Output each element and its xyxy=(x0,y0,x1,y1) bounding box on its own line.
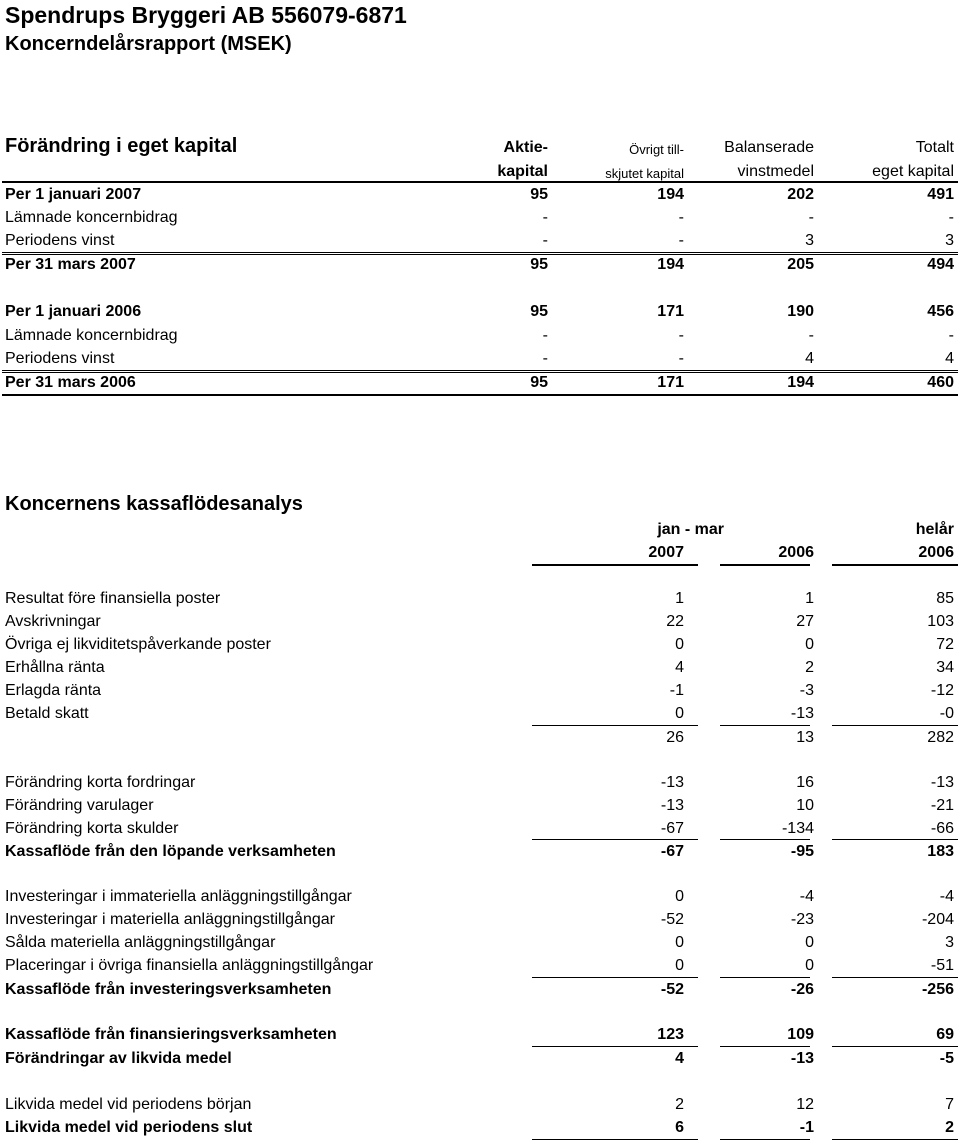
cashflow-row-label: Investeringar i immateriella anläggningstillgångar xyxy=(5,888,352,905)
cashflow-cell: -1 xyxy=(799,1119,814,1136)
cashflow-cell: 1 xyxy=(675,590,684,607)
equity-cell: 95 xyxy=(530,303,548,320)
cashflow-cell: 4 xyxy=(675,659,684,676)
equity-row xyxy=(5,229,955,252)
cashflow-row xyxy=(5,726,955,749)
cashflow-row xyxy=(5,656,955,679)
cashflow-cell: 103 xyxy=(927,613,954,630)
cashflow-row xyxy=(5,633,955,656)
cashflow-cell: -13 xyxy=(660,797,684,814)
cashflow-subtotal-rule xyxy=(720,839,810,840)
cashflow-row xyxy=(5,817,955,840)
cashflow-subtotal-rule xyxy=(832,839,958,840)
cashflow-subtotal-rule xyxy=(720,977,810,978)
cashflow-cell: -23 xyxy=(790,911,814,928)
cashflow-cell: -26 xyxy=(790,981,814,998)
cashflow-subtotal-rule xyxy=(720,1046,810,1047)
equity-cell: 3 xyxy=(805,232,814,249)
equity-total-rule xyxy=(2,252,958,255)
cashflow-row-label: Resultat före finansiella poster xyxy=(5,590,221,607)
equity-row-label: Lämnade koncernbidrag xyxy=(5,327,178,344)
cashflow-cell: 123 xyxy=(657,1026,684,1043)
cashflow-row xyxy=(5,1047,955,1070)
cashflow-row-label: Kassaflöde från investeringsverksamheten xyxy=(5,981,332,998)
cashflow-year-rule-2 xyxy=(720,564,810,566)
equity-cell: - xyxy=(948,327,954,344)
cashflow-cell: 7 xyxy=(945,1096,954,1113)
cashflow-cell: -21 xyxy=(930,797,954,814)
cashflow-row xyxy=(5,1023,955,1046)
cashflow-row-label: Likvida medel vid periodens slut xyxy=(5,1119,253,1136)
equity-row xyxy=(5,300,955,323)
cashflow-subtotal-rule xyxy=(832,725,958,726)
cashflow-cell: 72 xyxy=(936,636,954,653)
cashflow-cell: 282 xyxy=(927,729,954,746)
cashflow-subtotal-rule xyxy=(832,1139,958,1140)
cashflow-cell: -1 xyxy=(669,682,684,699)
equity-bottom-rule xyxy=(2,394,958,396)
equity-col4-header-line1: Totalt xyxy=(915,139,954,156)
cashflow-cell: 34 xyxy=(936,659,954,676)
equity-cell: 4 xyxy=(945,350,954,367)
equity-cell: - xyxy=(542,232,548,249)
equity-col2-header-line2: skjutet kapital xyxy=(605,166,684,181)
cashflow-year-rule-1 xyxy=(532,564,698,566)
cashflow-year-col3: 2006 xyxy=(918,544,954,561)
cashflow-cell: -0 xyxy=(939,705,954,722)
cashflow-row-label: Placeringar i övriga finansiella anläggningstillgångar xyxy=(5,957,374,974)
equity-cell: 194 xyxy=(657,186,684,203)
equity-row-label: Periodens vinst xyxy=(5,350,115,367)
cashflow-section-title: Koncernens kassaflödesanalys xyxy=(5,493,303,515)
cashflow-cell: 85 xyxy=(936,590,954,607)
cashflow-row-label: Förändring korta skulder xyxy=(5,820,179,837)
equity-section-title: Förändring i eget kapital xyxy=(5,135,238,157)
cashflow-row xyxy=(5,908,955,931)
cashflow-cell: -134 xyxy=(781,820,814,837)
cashflow-row-label: Erlagda ränta xyxy=(5,682,102,699)
equity-row xyxy=(5,347,955,370)
equity-row-label: Per 31 mars 2007 xyxy=(5,256,136,273)
equity-cell: 194 xyxy=(787,374,814,391)
cashflow-cell: -95 xyxy=(790,843,814,860)
equity-cell: 460 xyxy=(927,374,954,391)
cashflow-cell: 69 xyxy=(936,1026,954,1043)
cashflow-cell: 0 xyxy=(805,934,814,951)
cashflow-cell: 26 xyxy=(666,729,684,746)
cashflow-cell: 0 xyxy=(675,636,684,653)
equity-cell: - xyxy=(678,209,684,226)
cashflow-cell: -52 xyxy=(660,911,684,928)
cashflow-cell: 22 xyxy=(666,613,684,630)
equity-row xyxy=(5,253,955,276)
cashflow-cell: 0 xyxy=(805,957,814,974)
cashflow-cell: -3 xyxy=(799,682,814,699)
cashflow-row-label: Kassaflöde från finansieringsverksamheten xyxy=(5,1026,337,1043)
equity-cell: 95 xyxy=(530,374,548,391)
cashflow-subtotal-rule xyxy=(532,839,698,840)
equity-cell: 494 xyxy=(927,256,954,273)
cashflow-cell: 0 xyxy=(805,636,814,653)
cashflow-row-label: Erhållna ränta xyxy=(5,659,105,676)
equity-col1-header-line1: Aktie- xyxy=(503,139,548,156)
equity-cell: 456 xyxy=(927,303,954,320)
equity-row xyxy=(5,324,955,347)
cashflow-cell: -5 xyxy=(939,1050,954,1067)
equity-row xyxy=(5,206,955,229)
cashflow-row xyxy=(5,702,955,725)
cashflow-cell: 12 xyxy=(796,1096,814,1113)
cashflow-subtotal-rule xyxy=(832,1046,958,1047)
cashflow-subtotal-rule xyxy=(720,725,810,726)
cashflow-cell: 0 xyxy=(675,934,684,951)
cashflow-cell: 13 xyxy=(796,729,814,746)
cashflow-cell: -204 xyxy=(921,911,954,928)
cashflow-cell: -13 xyxy=(790,1050,814,1067)
cashflow-row xyxy=(5,610,955,633)
equity-row-label: Per 31 mars 2006 xyxy=(5,374,136,391)
cashflow-row-label: Betald skatt xyxy=(5,705,89,722)
cashflow-cell: 6 xyxy=(675,1119,684,1136)
cashflow-cell: -4 xyxy=(939,888,954,905)
cashflow-cell: -51 xyxy=(930,957,954,974)
cashflow-fullyear-header: helår xyxy=(915,521,954,538)
cashflow-subtotal-rule xyxy=(532,725,698,726)
equity-cell: 4 xyxy=(805,350,814,367)
cashflow-cell: -67 xyxy=(660,820,684,837)
cashflow-cell: -52 xyxy=(660,981,684,998)
cashflow-subtotal-rule xyxy=(832,977,958,978)
cashflow-cell: 109 xyxy=(787,1026,814,1043)
cashflow-cell: 2 xyxy=(675,1096,684,1113)
cashflow-year-col2: 2006 xyxy=(778,544,814,561)
cashflow-row-label: Övriga ej likviditetspåverkande poster xyxy=(5,636,271,653)
cashflow-cell: 3 xyxy=(945,934,954,951)
cashflow-row xyxy=(5,771,955,794)
equity-cell: - xyxy=(542,350,548,367)
cashflow-row xyxy=(5,1093,955,1116)
cashflow-cell: 10 xyxy=(796,797,814,814)
company-title: Spendrups Bryggeri AB 556079-6871 xyxy=(5,2,407,28)
equity-cell: - xyxy=(542,327,548,344)
cashflow-cell: 0 xyxy=(675,957,684,974)
equity-cell: 190 xyxy=(787,303,814,320)
equity-cell: - xyxy=(948,209,954,226)
equity-cell: 171 xyxy=(657,303,684,320)
cashflow-cell: -13 xyxy=(790,705,814,722)
cashflow-cell: -12 xyxy=(930,682,954,699)
equity-cell: - xyxy=(808,327,814,344)
cashflow-row xyxy=(5,954,955,977)
equity-cell: - xyxy=(808,209,814,226)
equity-cell: 95 xyxy=(530,256,548,273)
equity-cell: - xyxy=(678,232,684,249)
cashflow-row xyxy=(5,978,955,1001)
cashflow-row xyxy=(5,885,955,908)
cashflow-row-label: Förändring korta fordringar xyxy=(5,774,196,791)
cashflow-cell: 27 xyxy=(796,613,814,630)
cashflow-cell: 0 xyxy=(675,888,684,905)
cashflow-cell: -4 xyxy=(799,888,814,905)
cashflow-year-rule-3 xyxy=(832,564,958,566)
equity-row xyxy=(5,183,955,206)
equity-row-label: Periodens vinst xyxy=(5,232,115,249)
equity-row-label: Per 1 januari 2006 xyxy=(5,303,142,320)
report-subtitle: Koncerndelårsrapport (MSEK) xyxy=(5,33,292,55)
cashflow-row-label: Förändringar av likvida medel xyxy=(5,1050,232,1067)
cashflow-row xyxy=(5,1116,955,1139)
equity-total-rule xyxy=(2,370,958,373)
equity-cell: 95 xyxy=(530,186,548,203)
cashflow-row-label: Sålda materiella anläggningstillgångar xyxy=(5,934,276,951)
cashflow-cell: -13 xyxy=(660,774,684,791)
equity-row-label: Lämnade koncernbidrag xyxy=(5,209,178,226)
cashflow-row-label: Kassaflöde från den löpande verksamheten xyxy=(5,843,336,860)
cashflow-cell: -256 xyxy=(921,981,954,998)
equity-cell: - xyxy=(678,327,684,344)
cashflow-row-label: Förändring varulager xyxy=(5,797,154,814)
equity-cell: 491 xyxy=(927,186,954,203)
equity-cell: 202 xyxy=(787,186,814,203)
cashflow-cell: 2 xyxy=(945,1119,954,1136)
cashflow-cell: 1 xyxy=(805,590,814,607)
cashflow-subtotal-rule xyxy=(532,977,698,978)
equity-col4-header-line2: eget kapital xyxy=(872,163,954,180)
cashflow-row xyxy=(5,794,955,817)
equity-cell: 205 xyxy=(787,256,814,273)
cashflow-cell: 0 xyxy=(675,705,684,722)
cashflow-row xyxy=(5,931,955,954)
equity-cell: 171 xyxy=(657,374,684,391)
equity-row-label: Per 1 januari 2007 xyxy=(5,186,142,203)
cashflow-row-label: Likvida medel vid periodens början xyxy=(5,1096,252,1113)
cashflow-row xyxy=(5,840,955,863)
cashflow-cell: -13 xyxy=(930,774,954,791)
cashflow-cell: 2 xyxy=(805,659,814,676)
equity-cell: - xyxy=(542,209,548,226)
equity-col3-header-line1: Balanserade xyxy=(724,139,814,156)
cashflow-cell: 183 xyxy=(927,843,954,860)
cashflow-cell: 16 xyxy=(796,774,814,791)
cashflow-row xyxy=(5,679,955,702)
cashflow-cell: -67 xyxy=(660,843,684,860)
cashflow-row-label: Avskrivningar xyxy=(5,613,101,630)
cashflow-cell: -66 xyxy=(930,820,954,837)
equity-col2-header-line1: Övrigt till- xyxy=(629,142,684,157)
cashflow-subtotal-rule xyxy=(532,1139,698,1140)
equity-row xyxy=(5,371,955,394)
cashflow-period-header: jan - mar xyxy=(657,521,724,538)
cashflow-subtotal-rule xyxy=(720,1139,810,1140)
equity-col3-header-line2: vinstmedel xyxy=(737,163,814,180)
cashflow-row-label: Investeringar i materiella anläggningstillgångar xyxy=(5,911,335,928)
equity-col1-header-line2: kapital xyxy=(497,163,548,180)
cashflow-year-col1: 2007 xyxy=(648,544,684,561)
cashflow-row xyxy=(5,587,955,610)
equity-cell: - xyxy=(678,350,684,367)
equity-cell: 3 xyxy=(945,232,954,249)
equity-cell: 194 xyxy=(657,256,684,273)
cashflow-cell: 4 xyxy=(675,1050,684,1067)
cashflow-subtotal-rule xyxy=(532,1046,698,1047)
